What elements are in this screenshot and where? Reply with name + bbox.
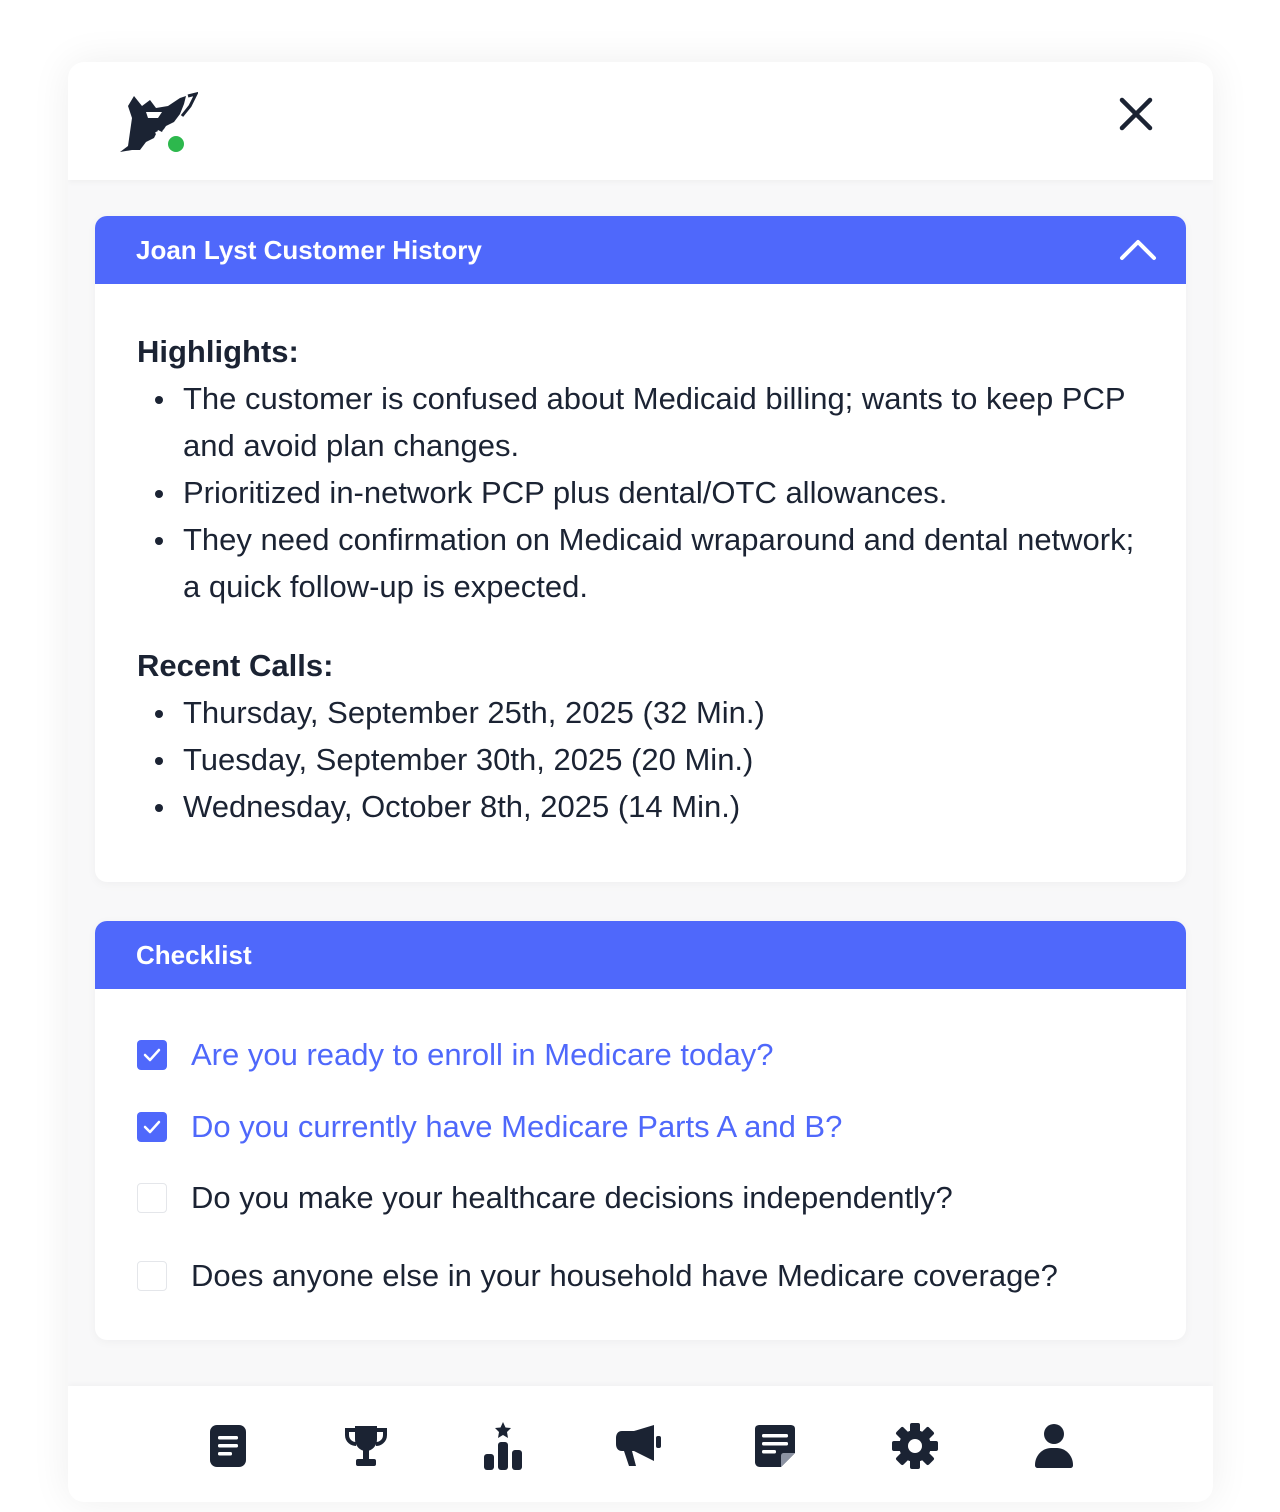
assistant-panel <box>68 62 1213 1502</box>
checkmark-icon <box>143 1120 161 1134</box>
coyote-logo-icon <box>118 92 198 154</box>
checklist-card <box>95 921 1186 1340</box>
highlight-item: They need confirmation on Medicaid wraparound and dental network; a quick follow-up is expected. <box>183 516 1144 610</box>
customer-history-card <box>95 216 1186 882</box>
close-icon[interactable] <box>1116 94 1156 134</box>
customer-history-title: Joan Lyst Customer History <box>136 234 482 265</box>
highlights-list <box>137 375 1144 610</box>
recent-calls-title: Recent Calls: <box>137 648 334 683</box>
user-icon[interactable] <box>1028 1420 1080 1472</box>
checklist-item-label: Does anyone else in your household have Medicare coverage? <box>191 1258 1058 1293</box>
gear-icon[interactable] <box>889 1420 941 1472</box>
checklist-item-label: Do you make your healthcare decisions independently? <box>191 1180 953 1215</box>
highlight-item: Prioritized in-network PCP plus dental/OTC allowances. <box>183 469 1144 516</box>
recent-call-item: Tuesday, September 30th, 2025 (20 Min.) <box>183 736 1144 783</box>
highlights-title: Highlights: <box>137 334 299 369</box>
recent-call-item: Thursday, September 25th, 2025 (32 Min.) <box>183 689 1144 736</box>
document-icon[interactable] <box>202 1420 254 1472</box>
top-bar <box>68 62 1213 180</box>
recent-call-item: Wednesday, October 8th, 2025 (14 Min.) <box>183 783 1144 830</box>
customer-history-header[interactable] <box>95 216 1186 284</box>
checkbox-unchecked[interactable] <box>137 1261 167 1291</box>
bottom-nav <box>68 1386 1213 1502</box>
chevron-up-icon[interactable] <box>1118 236 1158 264</box>
checkmark-icon <box>143 1048 161 1062</box>
highlight-item: The customer is confused about Medicaid billing; wants to keep PCP and avoid plan changes. <box>183 375 1144 469</box>
leaderboard-icon[interactable] <box>477 1420 529 1472</box>
checklist-title: Checklist <box>136 939 252 970</box>
recent-calls-list <box>137 689 1144 830</box>
checklist-item[interactable] <box>137 1109 842 1145</box>
checklist-item[interactable] <box>137 1180 953 1216</box>
notes-icon[interactable] <box>749 1420 801 1472</box>
checkbox-checked[interactable] <box>137 1040 167 1070</box>
customer-history-body <box>95 284 1186 830</box>
megaphone-icon[interactable] <box>612 1420 664 1472</box>
checklist-item[interactable] <box>137 1037 773 1073</box>
checklist-item[interactable] <box>137 1258 1058 1294</box>
checklist-item-label: Do you currently have Medicare Parts A and B? <box>191 1109 843 1144</box>
trophy-icon[interactable] <box>340 1420 392 1472</box>
checkbox-checked[interactable] <box>137 1112 167 1142</box>
checkbox-unchecked[interactable] <box>137 1183 167 1213</box>
checklist-item-label: Are you ready to enroll in Medicare today? <box>191 1037 774 1072</box>
checklist-header <box>95 921 1186 989</box>
